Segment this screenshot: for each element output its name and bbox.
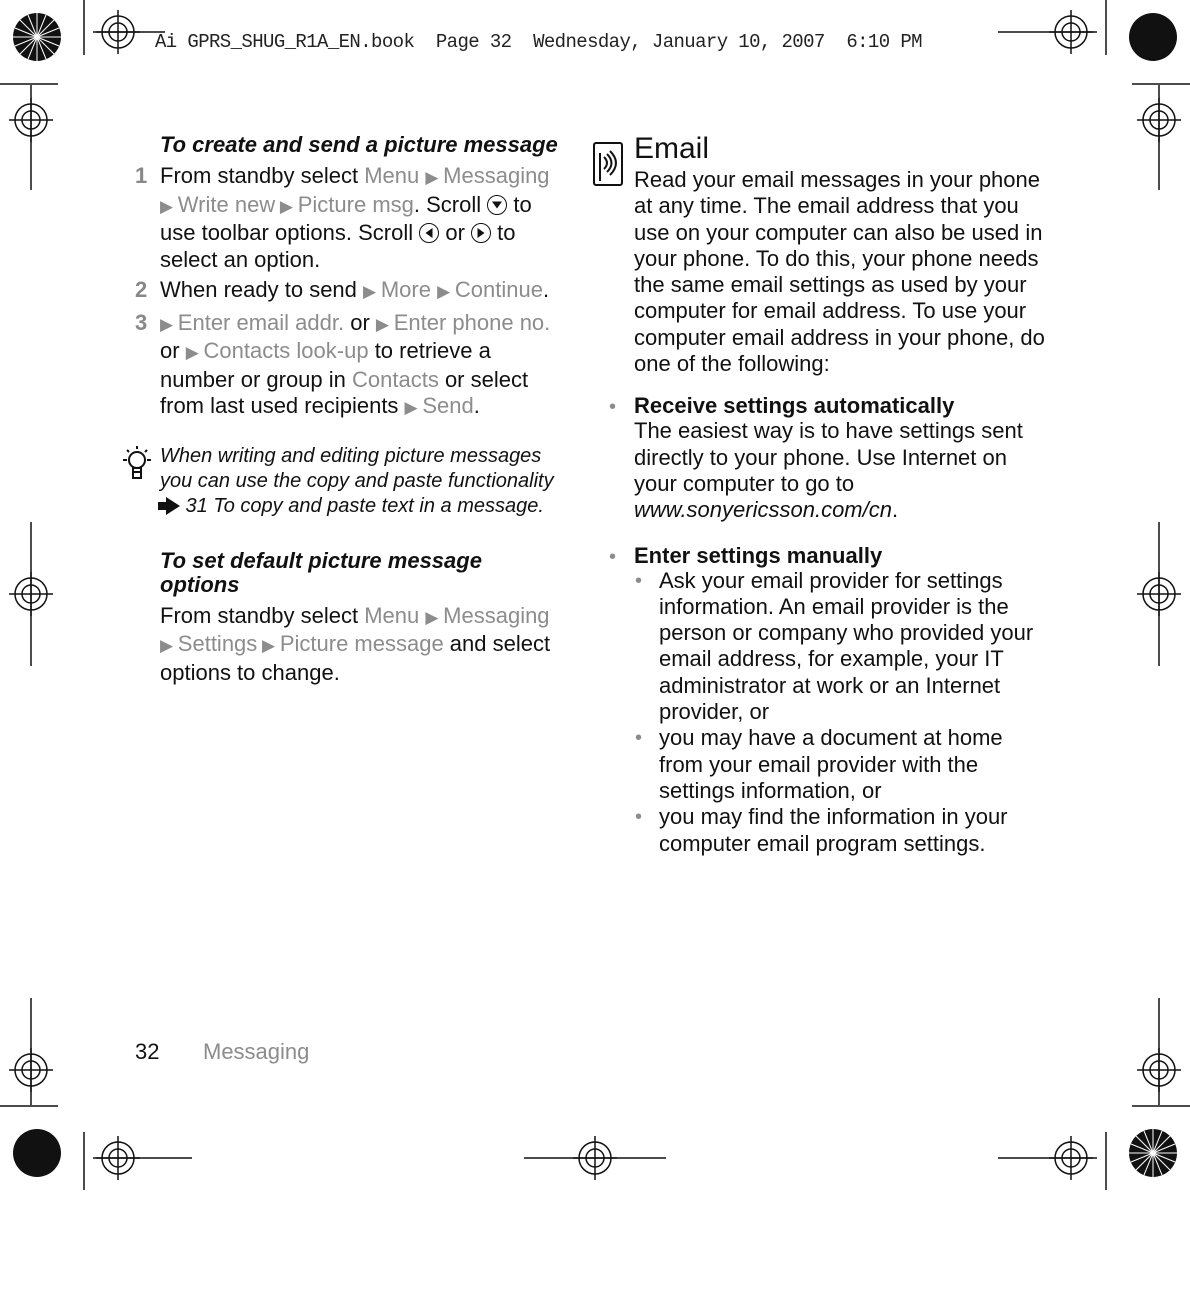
arrow-icon: ▶ — [425, 607, 444, 627]
step-number: 2 — [135, 277, 148, 302]
left-column — [135, 133, 565, 686]
menu-path-item: Menu — [364, 602, 420, 628]
tip-text — [160, 444, 565, 519]
step-text — [160, 277, 565, 306]
step-item — [135, 277, 565, 306]
arrow-icon: ▶ — [257, 636, 280, 655]
nav-right-icon — [471, 223, 491, 243]
step-text: . — [542, 277, 550, 302]
bullet-title-manual: • Enter settings manually — [634, 542, 883, 568]
step-text: From standby select — [160, 602, 365, 628]
arrow-icon: ▶ — [185, 343, 204, 362]
section-title-create-picture-message: To create and send a picture message — [160, 132, 558, 157]
arrow-icon: ▶ — [160, 636, 178, 655]
bullet-body-receive: The easiest way is to have settings sent directly to your phone. Use Internet on your computer to go to www.sonyericsson.com/cn. — [634, 418, 1023, 523]
arrow-icon: ▶ — [275, 196, 298, 216]
step-text: to select an option. — [160, 220, 516, 272]
email-intro-text: Read your email messages in your phone at any time. The email address that you use on your computer can also be used in your phone. To do this, your phone needs the same email settings as used by your computer for email address. To use your computer email address in your phone, do one of the following: — [634, 167, 1045, 377]
step-text: or — [160, 338, 186, 363]
arrow-icon: ▶ — [437, 282, 455, 301]
step-text: or select from last used recipients — [160, 366, 529, 418]
arrow-icon: ▶ — [160, 314, 178, 334]
step-text: . — [473, 393, 480, 418]
step-item — [135, 310, 565, 422]
step-text: or — [344, 309, 376, 335]
email-antenna-icon — [592, 141, 624, 187]
right-column — [610, 133, 1050, 857]
steps-list — [135, 163, 565, 422]
page-number: 32 — [135, 1039, 160, 1064]
menu-path-item: Contacts look-up — [203, 338, 369, 363]
step-text: and select options to change. — [160, 631, 551, 685]
arrow-icon: ▶ — [425, 168, 444, 187]
website-url: www.sonyericsson.com/cn — [634, 497, 892, 523]
tip-note — [135, 444, 565, 519]
footer-section-name: Messaging — [203, 1039, 310, 1064]
step-number: 3 — [135, 309, 148, 335]
tip-text-b: 31 To copy and paste text in a message. — [180, 494, 544, 517]
sub-bullet-item: • Ask your email provider for settings information. An email provider is the person or company who provided your email address, for example, your IT administrator at work or an Internet provider, or — [659, 568, 1050, 726]
menu-path-item: Write new — [177, 191, 276, 217]
lightbulb-tip-icon — [119, 444, 155, 484]
step-text: or — [439, 220, 472, 245]
menu-path-item: Contacts — [352, 366, 439, 392]
receive-body-text: The easiest way is to have settings sent directly to your phone. Use Internet on your computer to go to — [634, 418, 1023, 496]
step-text — [160, 310, 565, 422]
nav-left-icon — [419, 223, 439, 243]
menu-path-item: Picture message — [279, 631, 444, 656]
nav-down-icon — [487, 195, 507, 215]
menu-path-item: Picture msg — [297, 191, 414, 217]
sub-bullet-item: • you may have a document at home from your email provider with the settings information, or — [659, 725, 1050, 804]
step-text: to use toolbar options. Scroll — [160, 191, 532, 245]
sub-bullet-item: • you may find the information in your computer email program settings. — [659, 804, 1050, 857]
arrow-icon: ▶ — [160, 196, 178, 216]
menu-path-item: Send — [422, 393, 474, 418]
bullet-receive-automatically — [634, 394, 1050, 523]
email-heading: Email — [634, 132, 710, 165]
bullet-enter-manually — [634, 544, 1050, 857]
menu-path-item: More — [380, 277, 431, 302]
menu-path-item: Continue — [454, 277, 543, 302]
menu-path-item: Enter email addr. — [177, 309, 345, 335]
page-reference-arrow-icon — [166, 497, 180, 515]
default-options-text — [160, 603, 565, 687]
menu-path-item: Settings — [177, 631, 258, 656]
print-header: Ai GPRS_SHUG_R1A_EN.book Page 32 Wednesday, January 10, 2007 6:10 PM — [155, 31, 922, 53]
step-number: 1 — [135, 163, 148, 188]
arrow-icon: ▶ — [375, 314, 394, 334]
bullet-title-receive: • Receive settings automatically — [634, 393, 955, 419]
step-text: When ready to send — [160, 277, 364, 302]
menu-path-item: Messaging — [443, 163, 550, 188]
step-text — [160, 163, 565, 273]
section-title-default-options: To set default picture message options — [160, 547, 482, 597]
step-text: to retrieve a number or group in — [160, 338, 491, 392]
tip-text-a: When writing and editing picture messages you can use the copy and paste functionality — [160, 444, 554, 492]
menu-path-item: Messaging — [443, 602, 550, 628]
step-item — [135, 163, 565, 273]
menu-path-item: Menu — [364, 163, 420, 188]
step-text: From standby select — [160, 163, 365, 188]
arrow-icon: ▶ — [404, 398, 423, 417]
menu-path-item: Enter phone no. — [393, 309, 551, 335]
step-text: . Scroll — [413, 191, 488, 217]
arrow-icon: ▶ — [363, 282, 381, 301]
